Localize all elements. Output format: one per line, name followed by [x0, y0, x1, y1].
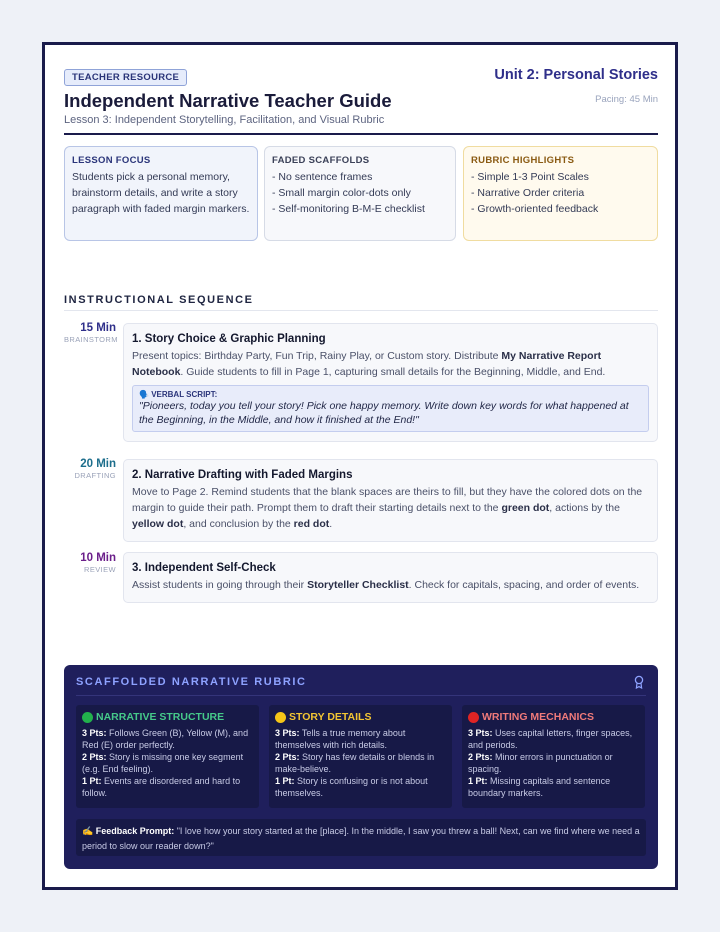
- pacing-label: Pacing: 45 Min: [595, 94, 658, 105]
- feedback-label: ✍️ Feedback Prompt:: [82, 826, 175, 836]
- unit-title: Unit 2: Personal Stories: [494, 67, 658, 83]
- card-line: - Narrative Order criteria: [471, 187, 585, 199]
- step-card-3: [123, 552, 658, 603]
- feedback-text: "I love how your story started at the [place]. In the middle, I saw you threw a ball! Next, can we find where we need a period to slow our reader down?": [82, 826, 640, 851]
- section-divider: [64, 310, 658, 311]
- card-heading: FADED SCAFFOLDS: [272, 155, 370, 166]
- page-title: Independent Narrative Teacher Guide: [64, 90, 392, 111]
- verbal-script-label: 🗣️ VERBAL SCRIPT:: [139, 390, 218, 399]
- rubric-column-heading: WRITING MECHANICS: [468, 711, 639, 723]
- step-time-3: [64, 552, 116, 574]
- step-phase-label: DRAFTING: [74, 471, 116, 480]
- feedback-prompt: [76, 819, 646, 856]
- header-divider: [64, 133, 658, 135]
- rubric-title: SCAFFOLDED NARRATIVE RUBRIC: [76, 676, 307, 688]
- card-line: - Self-monitoring B-M-E checklist: [272, 203, 425, 215]
- step-body: Assist students in going through their Storyteller Checklist. Check for capitals, spacing, and order of events.: [132, 579, 640, 591]
- step-duration: 20 Min: [80, 458, 116, 470]
- guide-page: [42, 42, 678, 890]
- rubric-panel: [64, 665, 658, 869]
- page-subtitle: Lesson 3: Independent Storytelling, Facilitation, and Visual Rubric: [64, 114, 385, 126]
- step-heading: 3. Independent Self-Check: [132, 562, 276, 574]
- card-line: - Small margin color-dots only: [272, 187, 411, 199]
- rubric-column-heading: NARRATIVE STRUCTURE: [82, 711, 253, 723]
- verbal-script-text: "Pioneers, today you tell your story! Pick one happy memory. Write down key words for what happened at the Beginning, in the Middle, and how it finished at the End!": [139, 400, 629, 426]
- step-duration: 15 Min: [80, 322, 116, 334]
- rubric-criteria: 3 Pts: Tells a true memory about themselves with rich details. 2 Pts: Story has few details or blends in make-believe. 1 Pt: Story is confusing or is not about themselves.: [275, 728, 435, 798]
- step-body: Present topics: Birthday Party, Fun Trip, Rainy Play, or Custom story. Distribute My Narrative Report Notebook. Guide students to fill in Page 1, capturing small details for the Beginning, Middle, and End.: [132, 350, 606, 378]
- yellow-dot-icon: [275, 712, 286, 723]
- step-duration: 10 Min: [80, 552, 116, 564]
- lesson-focus-card: [64, 146, 258, 241]
- step-phase-label: BRAINSTORM: [64, 335, 118, 344]
- card-heading: RUBRIC HIGHLIGHTS: [471, 155, 575, 166]
- speech-icon: 🗣️: [139, 390, 149, 399]
- step-heading: 2. Narrative Drafting with Faded Margins: [132, 469, 353, 481]
- rubric-criteria: 3 Pts: Follows Green (B), Yellow (M), and Red (E) order perfectly. 2 Pts: Story is missing one key segment (e.g. End feeling). 1 Pt: Events are disordered and hard to follow.: [82, 728, 249, 798]
- teacher-resource-badge: TEACHER RESOURCE: [64, 69, 187, 86]
- card-heading: LESSON FOCUS: [72, 155, 151, 166]
- rubric-column-details: [269, 705, 452, 808]
- step-card-2: [123, 459, 658, 542]
- section-title: INSTRUCTIONAL SEQUENCE: [64, 294, 254, 306]
- verbal-script-box: [132, 385, 649, 432]
- step-time-2: [64, 458, 116, 480]
- step-body: Move to Page 2. Remind students that the blank spaces are theirs to fill, but they have the colored dots on the margin to guide their path. Prompt them to draft their starting details next to the green dot, actions by the yellow dot, and conclusion by the red dot.: [132, 486, 643, 530]
- award-ribbon-icon: [634, 675, 644, 689]
- faded-scaffolds-card: [264, 146, 456, 241]
- card-line: - Growth-oriented feedback: [471, 203, 599, 215]
- rubric-divider: [76, 695, 646, 696]
- step-heading: 1. Story Choice & Graphic Planning: [132, 333, 326, 345]
- notebook-name: My Narrative Report Notebook: [132, 350, 602, 378]
- step-card-1: [123, 323, 658, 442]
- card-line: - No sentence frames: [272, 171, 373, 183]
- step-time-1: [64, 322, 116, 344]
- step-phase-label: REVIEW: [84, 565, 116, 574]
- rubric-criteria: 3 Pts: Uses capital letters, finger spaces, and periods. 2 Pts: Minor errors in punctuation or spacing. 1 Pt: Missing capitals and sentence boundary markers.: [468, 728, 633, 798]
- card-body: Students pick a personal memory, brainstorm details, and write a story paragraph with faded margin markers.: [72, 171, 250, 215]
- rubric-column-structure: [76, 705, 259, 808]
- rubric-column-heading: STORY DETAILS: [275, 711, 446, 723]
- card-line: - Simple 1-3 Point Scales: [471, 171, 589, 183]
- rubric-highlights-card: [463, 146, 658, 241]
- green-dot-icon: [82, 712, 93, 723]
- red-dot-icon: [468, 712, 479, 723]
- rubric-column-mechanics: [462, 705, 645, 808]
